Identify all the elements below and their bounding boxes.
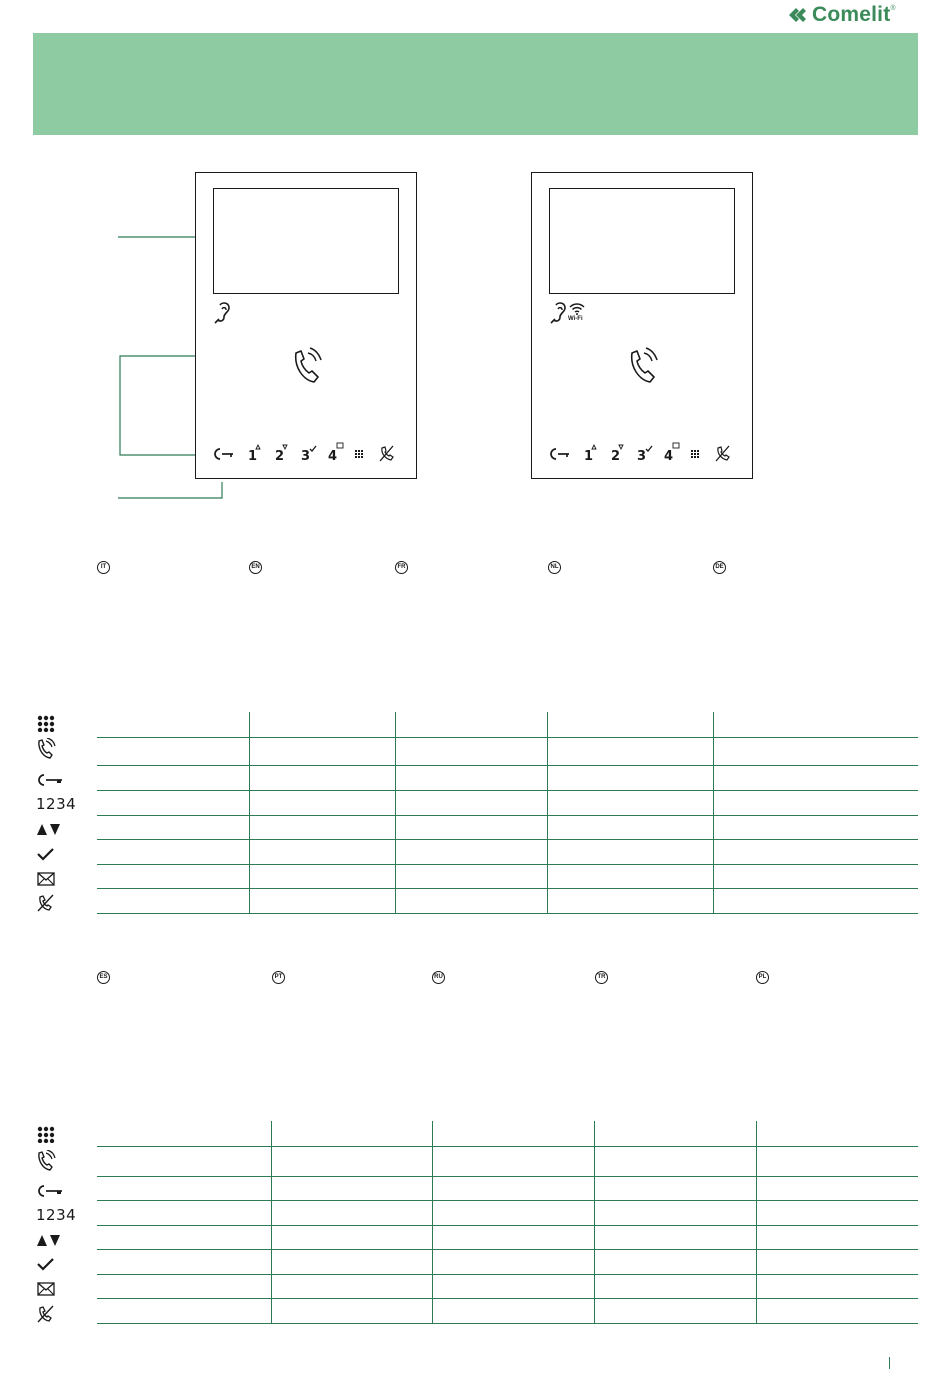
- digits-icon: 1234: [36, 795, 77, 813]
- check-icon: [36, 1255, 56, 1273]
- callout-lines: [0, 0, 950, 520]
- check-icon: [36, 845, 56, 863]
- button-2[interactable]: 2: [275, 449, 285, 464]
- touch-button-row: [196, 435, 418, 475]
- page-number-marker: [889, 1357, 890, 1369]
- mute-icon: [36, 1304, 56, 1324]
- monitor-screen: [213, 188, 399, 294]
- keypad-button-icon[interactable]: [691, 450, 699, 458]
- keypad-icon: [36, 1125, 56, 1143]
- column-divider: [756, 1121, 757, 1323]
- lang-badge-nl: NL: [548, 561, 561, 574]
- table-rule: [97, 765, 918, 766]
- envelope-icon: [36, 870, 56, 888]
- table-rule: [97, 1298, 918, 1299]
- table-rule: [97, 1225, 918, 1226]
- lang-badge-it: IT: [97, 561, 110, 574]
- button-4[interactable]: 4: [664, 449, 674, 464]
- table-rule: [97, 888, 918, 889]
- mute-button-icon[interactable]: [380, 446, 393, 461]
- lang-badge-fr: FR: [395, 561, 408, 574]
- digits-icon: 1234: [36, 1206, 77, 1224]
- key-button-icon[interactable]: [551, 449, 569, 459]
- monitor-device-left: [195, 172, 417, 479]
- button-3[interactable]: 3: [637, 449, 647, 464]
- lang-badge-pt: PT: [272, 971, 285, 984]
- handset-icon: [36, 1150, 56, 1172]
- table-rule: [97, 815, 918, 816]
- keypad-button-icon[interactable]: [355, 450, 363, 458]
- lang-badge-tr: TR: [595, 971, 608, 984]
- lang-badge-de: DE: [713, 561, 726, 574]
- column-divider: [713, 712, 714, 913]
- brand-name: Comelit: [812, 3, 891, 26]
- key-icon: [36, 771, 64, 789]
- envelope-icon: [36, 1280, 56, 1298]
- mute-icon: [36, 893, 56, 913]
- table-rule: [97, 1274, 918, 1275]
- keypad-icon: [36, 714, 56, 732]
- column-divider: [249, 712, 250, 913]
- monitor-device-right: [531, 172, 753, 479]
- registered-mark: ®: [890, 4, 896, 12]
- handset-button-icon[interactable]: [624, 347, 660, 387]
- lang-badge-es: ES: [97, 971, 110, 984]
- table-rule: [97, 1323, 918, 1324]
- column-divider: [395, 712, 396, 913]
- column-divider: [547, 712, 548, 913]
- button-4[interactable]: 4: [328, 449, 338, 464]
- hearing-aid-icon: [548, 301, 570, 325]
- table-rule: [97, 1249, 918, 1250]
- button-1[interactable]: 1: [248, 449, 258, 464]
- handset-button-icon[interactable]: [288, 347, 324, 387]
- key-icon: [36, 1182, 64, 1200]
- table-rule: [97, 790, 918, 791]
- table-rule: [97, 737, 918, 738]
- table-rule: [97, 1200, 918, 1201]
- lang-badge-ru: RU: [432, 971, 445, 984]
- column-divider: [271, 1121, 272, 1323]
- button-2[interactable]: 2: [611, 449, 621, 464]
- monitor-screen: [549, 188, 735, 294]
- up-down-arrows-icon: [36, 1231, 62, 1249]
- key-button-icon[interactable]: [215, 449, 233, 459]
- lang-badge-pl: PL: [756, 971, 769, 984]
- table-rule: [97, 1176, 918, 1177]
- button-3[interactable]: 3: [301, 449, 311, 464]
- button-1[interactable]: 1: [584, 449, 594, 464]
- touch-button-row: [532, 435, 754, 475]
- table-rule: [97, 913, 918, 914]
- hearing-aid-icon: [212, 301, 234, 325]
- up-down-arrows-icon: [36, 820, 62, 838]
- table-rule: [97, 839, 918, 840]
- handset-icon: [36, 738, 56, 760]
- table-rule: [97, 1146, 918, 1147]
- lang-badge-en: EN: [249, 561, 262, 574]
- table-rule: [97, 864, 918, 865]
- mute-button-icon[interactable]: [716, 446, 729, 461]
- wifi-icon: [568, 302, 586, 315]
- column-divider: [432, 1121, 433, 1323]
- wifi-label: Wi-Fi: [568, 316, 583, 322]
- column-divider: [594, 1121, 595, 1323]
